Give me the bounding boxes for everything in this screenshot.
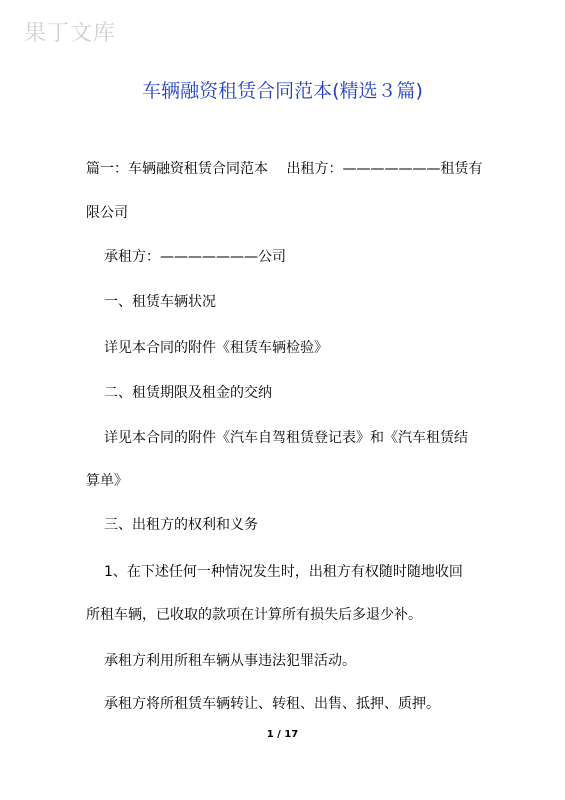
document-title: 车辆融资租赁合同范本(精选３篇): [142, 80, 423, 102]
paragraph-line: 承租方利用所租车辆从事违法犯罪活动。: [104, 653, 356, 669]
section-heading: 一、租赁车辆状况: [104, 294, 216, 310]
paragraph-line: 详见本合同的附件《汽车自驾租赁登记表》和《汽车租赁结: [104, 430, 468, 446]
page-number: [0, 729, 565, 740]
current-page: 1: [266, 729, 274, 740]
paragraph-line: 承租方：———————公司: [104, 249, 286, 265]
paragraph-line: 1、在下述任何一种情况发生时，出租方有权随时随地收回: [104, 564, 463, 580]
paragraph-line: 篇一：车辆融资租赁合同范本 出租方：———————租赁有: [86, 161, 483, 177]
paragraph-line: 限公司: [86, 205, 128, 221]
section-heading: 三、出租方的权利和义务: [104, 517, 258, 533]
watermark-logo: 果丁文库: [24, 21, 117, 46]
paragraph-line: 算单》: [86, 473, 128, 489]
paragraph-line: 所租车辆，已收取的款项在计算所有损失后多退少补。: [86, 607, 422, 623]
total-pages: 17: [284, 729, 299, 740]
paragraph-line: 详见本合同的附件《租赁车辆检验》: [104, 340, 328, 356]
page-separator: /: [273, 729, 285, 740]
paragraph-line: 承租方将所租赁车辆转让、转租、出售、抵押、质押。: [104, 696, 440, 712]
section-heading: 二、租赁期限及租金的交纳: [104, 385, 272, 401]
